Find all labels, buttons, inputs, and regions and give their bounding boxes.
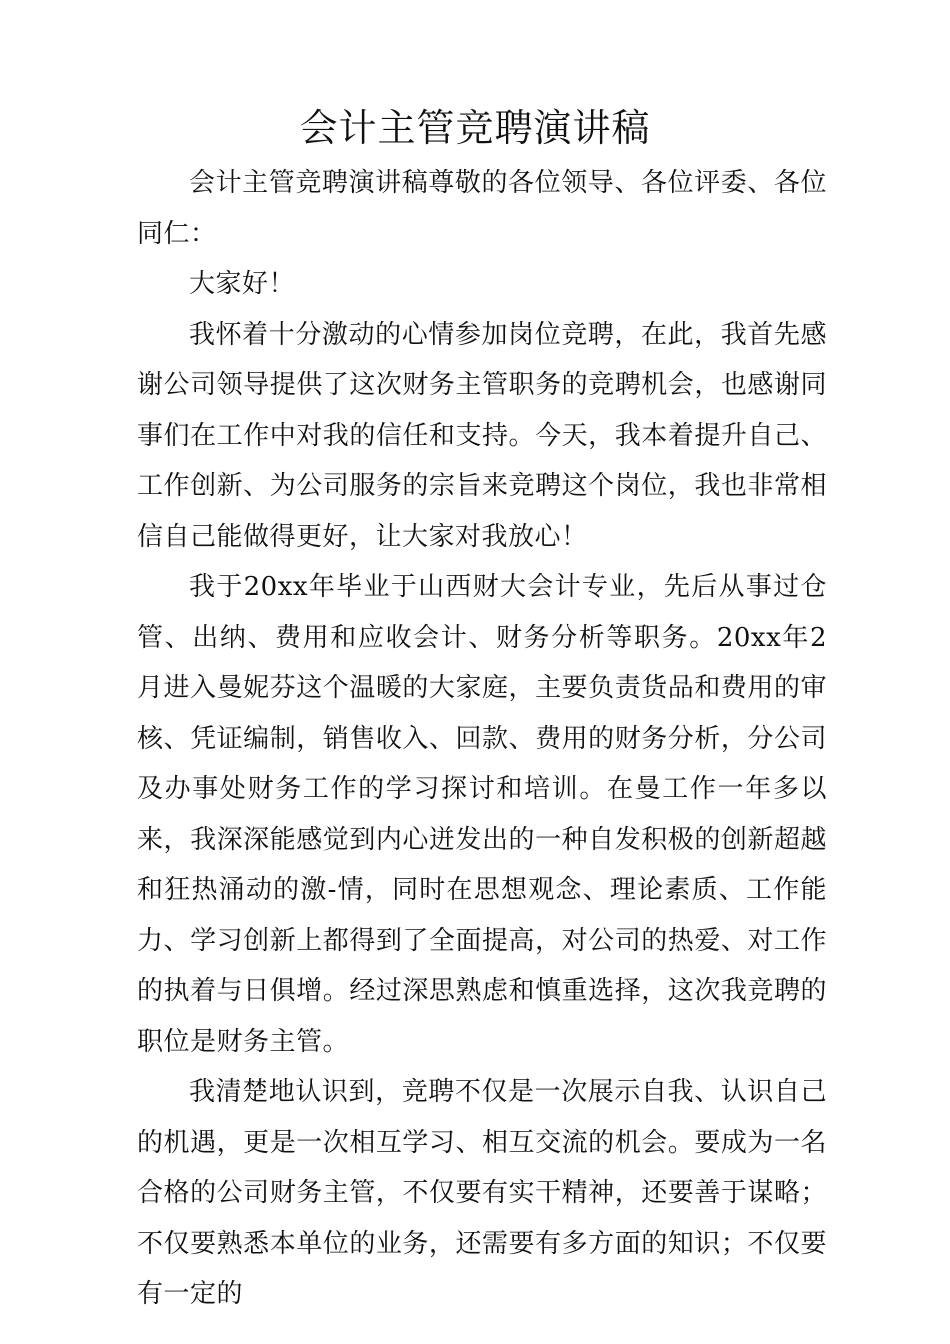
paragraph-opening: 会计主管竞聘演讲稿尊敬的各位领导、各位评委、各位同仁： (137, 168, 827, 249)
document-body (137, 158, 827, 1320)
paragraph-background: 我于20xx年毕业于山西财大会计专业，先后从事过仓管、出纳、费用和应收会计、财务分析等职务。20xx年2月进入曼妮芬这个温暖的大家庭，主要负责货品和费用的审核、凭证编制，销售收入、回款、费用的财务分析，分公司及办事处财务工作的学习探讨和培训。在曼工作一年多以来，我深深能感觉到内心迸发出的一种自发积极的创新超越和狂热涌动的激-情，同时在思想观念、理论素质、工作能力、学习创新上都得到了全面提高，对公司的热爱、对工作的执着与日俱增。经过深思熟虑和慎重选择，这次我竞聘的职位是财务主管。 (137, 572, 827, 1057)
paragraph-intro: 我怀着十分激动的心情参加岗位竞聘，在此，我首先感谢公司领导提供了这次财务主管职务的竞聘机会，也感谢同事们在工作中对我的信任和支持。今天，我本着提升自己、工作创新、为公司服务的宗旨来竞聘这个岗位，我也非常相信自己能做得更好，让大家对我放心！ (137, 319, 827, 552)
paragraph-greeting: 大家好！ (189, 269, 296, 299)
paragraph-understanding: 我清楚地认识到，竞聘不仅是一次展示自我、认识自己的机遇，更是一次相互学习、相互交流的机会。要成为一名合格的公司财务主管，不仅要有实干精神，还要善于谋略；不仅要熟悉本单位的业务，还需要有多方面的知识；不仅要有一定的 (137, 1077, 827, 1309)
document-title: 会计主管竞聘演讲稿 (299, 106, 651, 150)
